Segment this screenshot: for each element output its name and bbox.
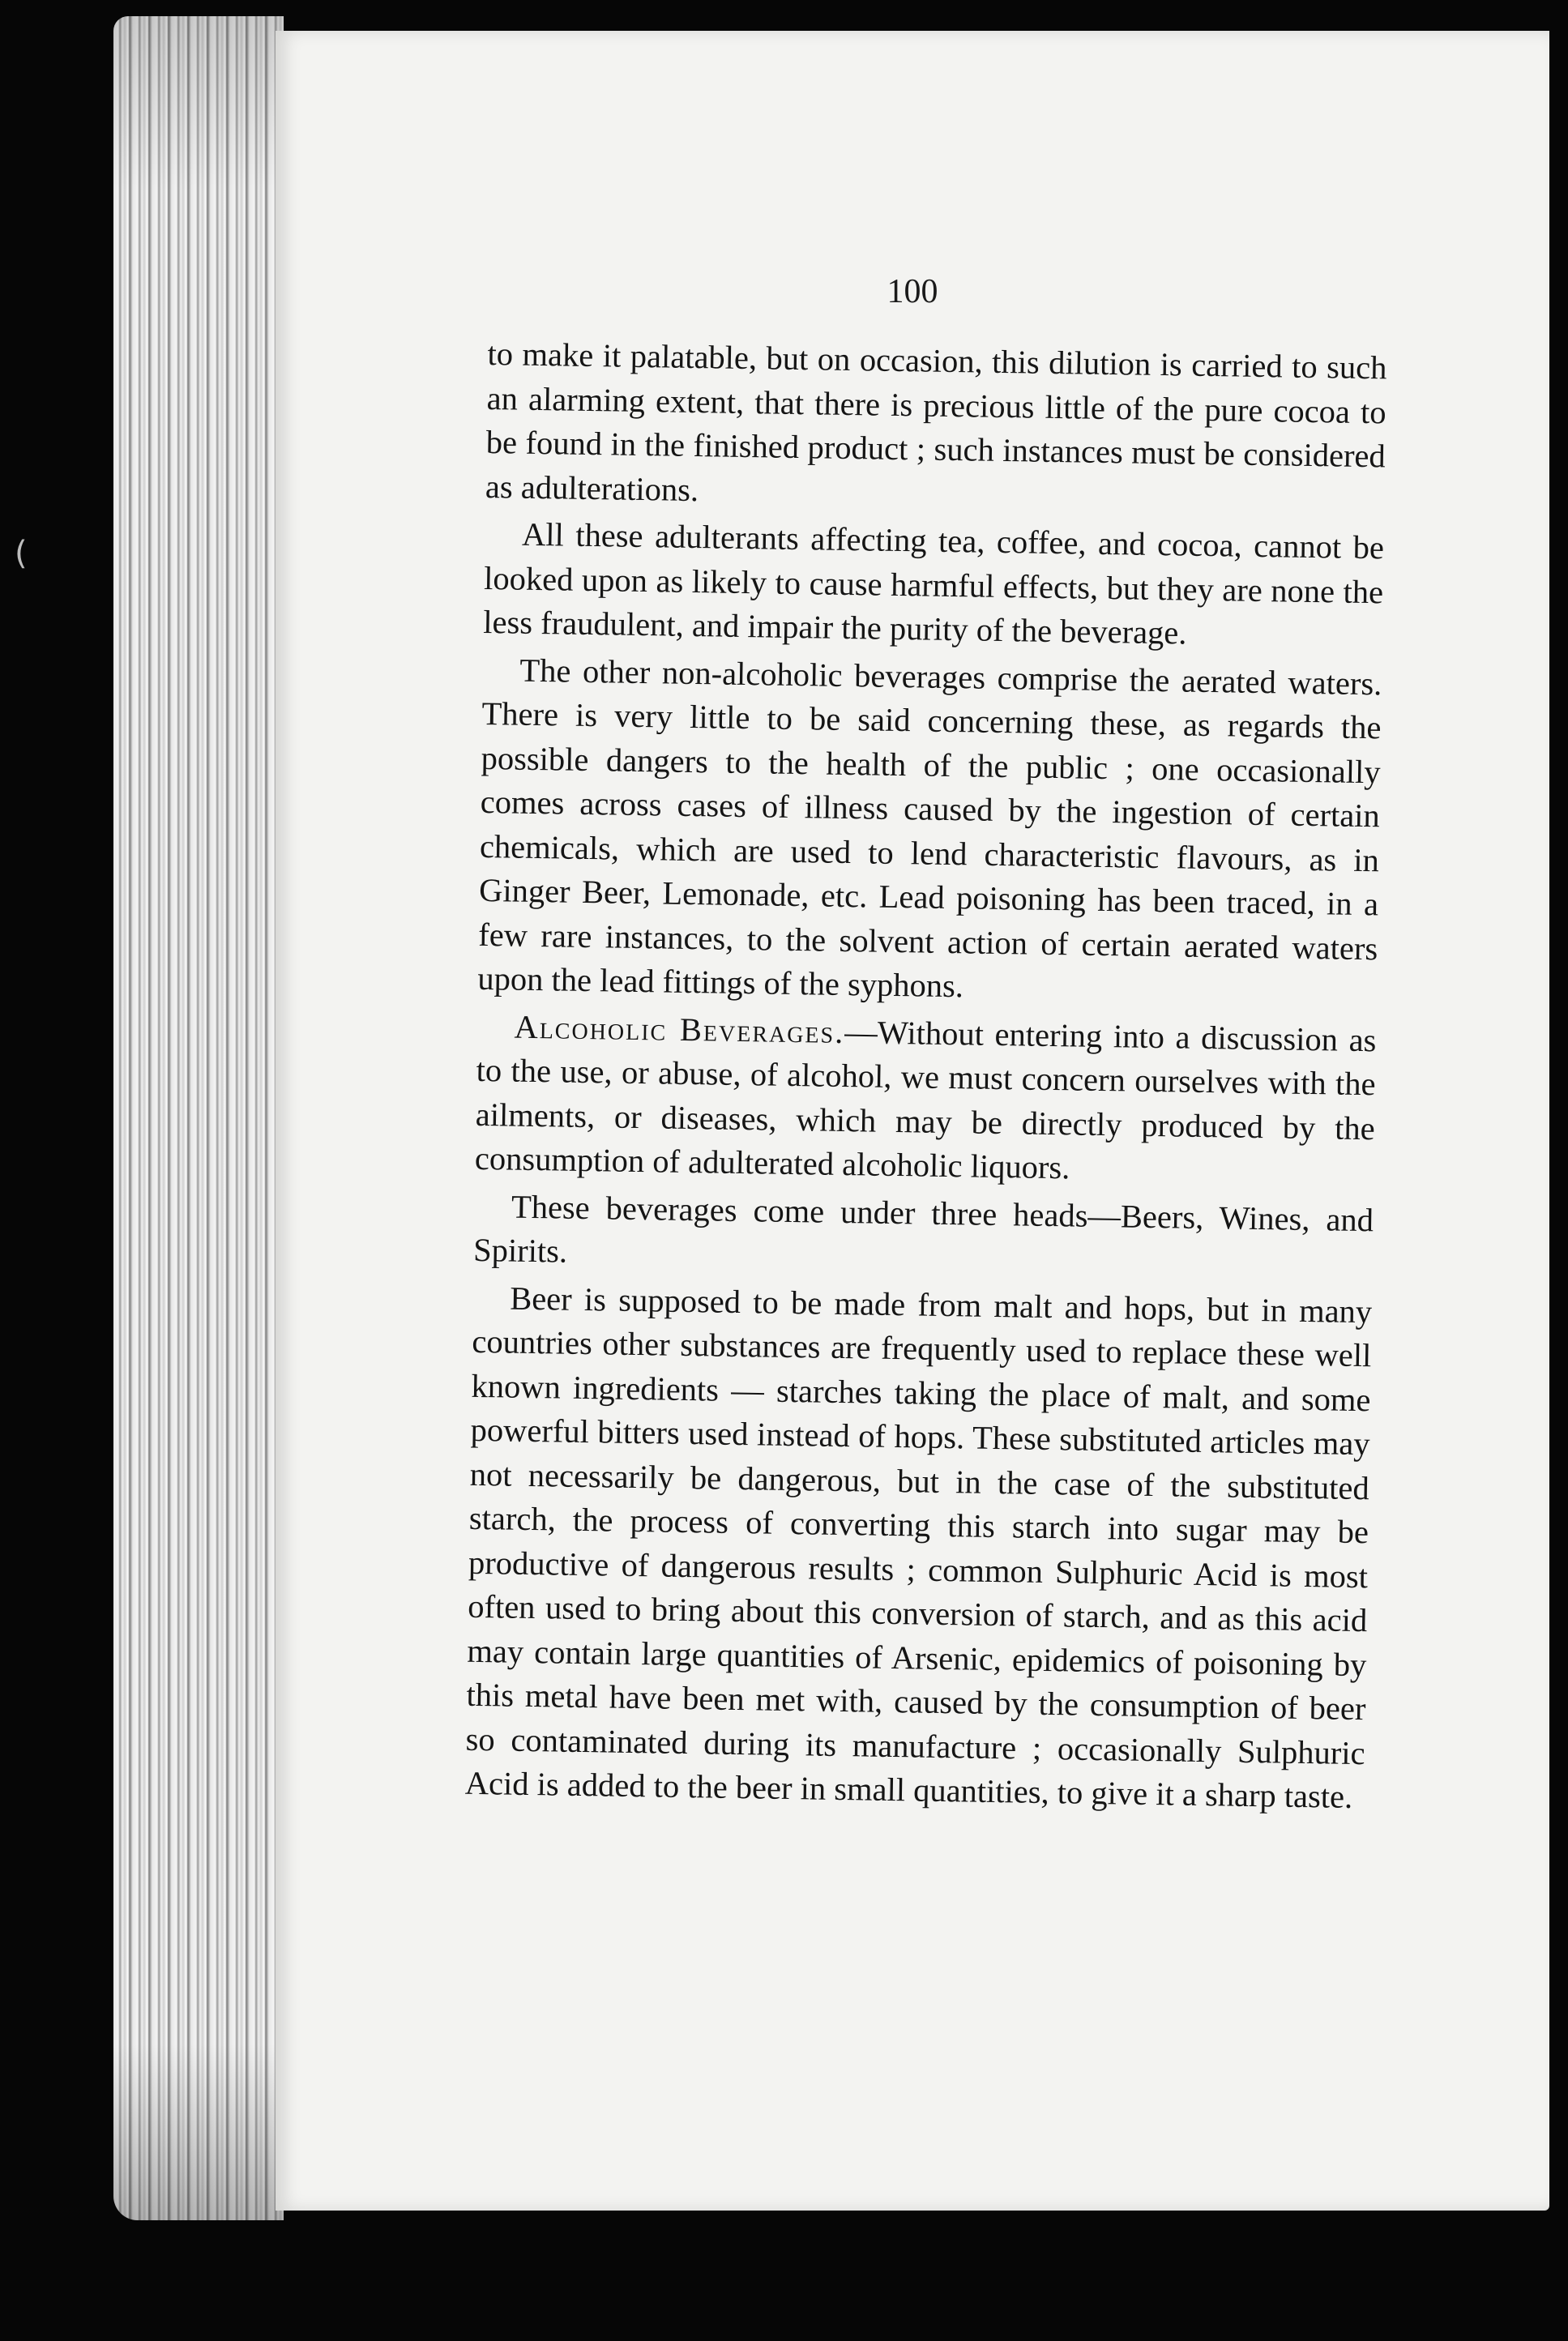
book-page [276, 31, 1549, 2211]
page-text [464, 332, 1386, 1820]
paragraph-4 [475, 1004, 1377, 1194]
paragraph-3: The other non-alcoholic beverages comprise the aerated waters. There is very little to be said concerning these, as regards the possible dangers to the health of the public ; one occasionally comes across cases of illness caused by the ingestion of certain chemicals, which are used to lend characteristic flavours, as in Ginger Beer, Lemonade, etc. Lead poisoning has been traced, in a few rare instances, to the solvent action of certain aerated waters upon the lead fittings of the syphons. [477, 651, 1382, 1005]
film-mark: ( [15, 535, 28, 572]
paragraph-6: Beer is supposed to be made from malt and hops, but in many countries other substances are frequently used to replace these well known ingredients — starches taking the place of malt, and some powerful bitters used instead of hops. These substituted articles may not necessarily be dangerous, but in the case of the substituted starch, the process of converting this starch into sugar may be productive of dangerous results ; common Sulphuric Acid is most often used to bring about this conversion of starch, and as this acid may contain large quantities of Arsenic, epidemics of poisoning by this metal have been met with, caused by the consumption of beer so contaminated during its manufacture ; occasionally Sulphuric Acid is added to the beer in small quantities, to give it a sharp taste. [464, 1279, 1373, 1815]
paragraph-5: These beverages come under three heads—Beers, Wines, and Spirits. [472, 1188, 1374, 1270]
paragraph-4-body: —Without entering into a discussion as to the use, or abuse, of alcohol, we must concern ourselves with the ailments, or diseases, which may be directly produced by the consumption of adulterated alcoholic liquors. [474, 1013, 1377, 1186]
paragraph-1: to make it palatable, but on occasion, this dilution is carried to such an alarming extent, that there is precious little of the pure cocoa to be found in the finished product ; such instances must be considered as adulterations. [485, 335, 1387, 508]
section-heading: Alcoholic Beverages. [514, 1008, 845, 1050]
page-number: 100 [887, 273, 938, 310]
paragraph-2: All these adulterants affecting tea, coffee, and cocoa, cannot be looked upon as likely to cause harmful effects, but they are none the less fraudulent, and impair the purity of the beverage. [483, 515, 1385, 651]
book-page-edges [113, 16, 284, 2220]
